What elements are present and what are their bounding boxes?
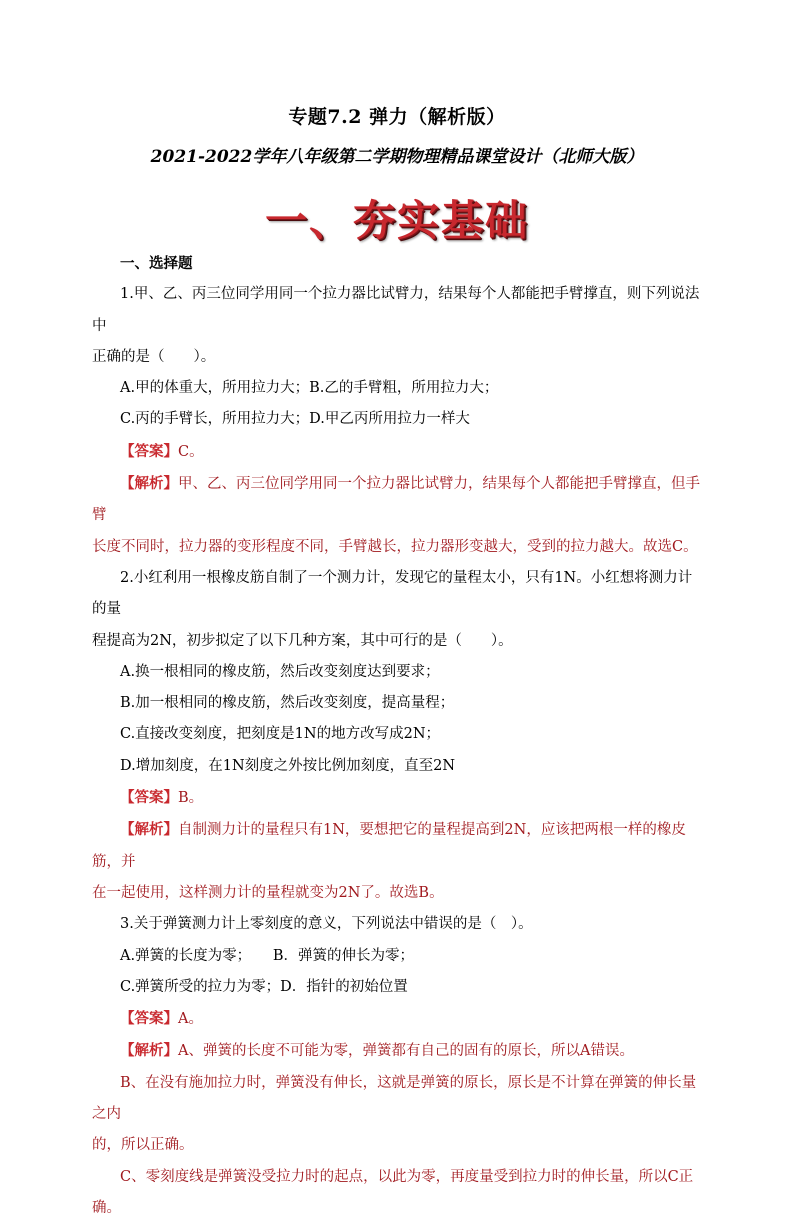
question-1-analysis-line-1 bbox=[92, 468, 704, 532]
question-1-line-1: 1.甲、乙、丙三位同学用同一个拉力器比试臂力，结果每个人都能把手臂撑直，则下列说法中 bbox=[92, 286, 700, 334]
question-3-option-cd: C.弹簧所受的拉力为零；D．指针的初始位置 bbox=[120, 978, 408, 995]
section-banner: 一、夯实基础 bbox=[264, 196, 529, 245]
question-1-answer bbox=[92, 436, 704, 468]
section-heading: 一、选择题 bbox=[120, 255, 193, 272]
question-3-answer bbox=[92, 1003, 704, 1035]
question-2-analysis-line-1 bbox=[92, 814, 704, 878]
question-3-line-1: 3.关于弹簧测力计上零刻度的意义，下列说法中错误的是（ ）。 bbox=[120, 916, 533, 933]
document-subtitle: 2021-2022学年八年级第二学期物理精品课堂设计（北师大版） bbox=[150, 147, 644, 167]
answer-value: B。 bbox=[178, 790, 204, 807]
question-2-option-c: C.直接改变刻度，把刻度是1N的地方改写成2N； bbox=[120, 726, 441, 743]
question-3-analysis-line-1 bbox=[92, 1035, 704, 1067]
question-1-option-cd: C.丙的手臂长，所用拉力大；D.甲乙丙所用拉力一样大 bbox=[120, 411, 470, 428]
question-1-line-2: 正确的是（ ）。 bbox=[92, 348, 216, 365]
question-2-option-d: D.增加刻度，在1N刻度之外按比例加刻度，直至2N bbox=[120, 757, 456, 774]
analysis-tag: 【解析】 bbox=[120, 1042, 178, 1060]
document-title: 专题7.2 弹力（解析版） bbox=[288, 106, 506, 128]
question-2-analysis-line-2: 在一起使用，这样测力计的量程就变为2N了。故选B。 bbox=[92, 884, 444, 901]
answer-value: C。 bbox=[178, 443, 204, 460]
question-3-option-ab: A.弹簧的长度为零； B．弹簧的伸长为零； bbox=[120, 947, 414, 964]
question-1-option-ab: A.甲的体重大，所用拉力大；B.乙的手臂粗，所用拉力大； bbox=[120, 380, 499, 397]
question-3-analysis-c: C、零刻度线是弹簧没受拉力时的起点，以此为零，再度量受到拉力时的伸长量，所以C正确。 bbox=[92, 1168, 694, 1216]
question-3-analysis-b-line-1: B、在没有施加拉力时，弹簧没有伸长，这就是弹簧的原长，原长是不计算在弹簧的伸长量之内 bbox=[92, 1074, 697, 1123]
answer-value: A。 bbox=[178, 1011, 203, 1028]
question-2-option-b: B.加一根相同的橡皮筋，然后改变刻度，提高量程； bbox=[120, 695, 455, 712]
analysis-text: 甲、乙、丙三位同学用同一个拉力器比试臂力，结果每个人都能把手臂撑直，但手臂 bbox=[92, 476, 700, 524]
question-2-answer bbox=[92, 782, 704, 814]
answer-tag: 【答案】 bbox=[120, 1010, 178, 1028]
question-2-line-1: 2.小红利用一根橡皮筋自制了一个测力计，发现它的量程太小，只有1N。小红想将测力计的量 bbox=[92, 569, 693, 618]
analysis-tag: 【解析】 bbox=[120, 821, 178, 839]
document-content bbox=[92, 248, 704, 1224]
question-2-line-2: 程提高为2N，初步拟定了以下几种方案，其中可行的是（ ）。 bbox=[92, 632, 513, 649]
question-3-analysis-b-line-2: 的，所以正确。 bbox=[92, 1137, 194, 1154]
analysis-text: 自制测力计的量程只有1N，要想把它的量程提高到2N，应该把两根一样的橡皮筋，并 bbox=[92, 822, 686, 870]
analysis-tag: 【解析】 bbox=[120, 475, 178, 493]
analysis-text: A、弹簧的长度不可能为零，弹簧都有自己的固有的原长，所以A错误。 bbox=[178, 1043, 634, 1060]
question-2-option-a: A.换一根相同的橡皮筋，然后改变刻度达到要求； bbox=[120, 663, 440, 680]
answer-tag: 【答案】 bbox=[120, 789, 178, 807]
question-1-analysis-line-2: 长度不同时，拉力器的变形程度不同，手臂越长，拉力器形变越大，受到的拉力越大。故选C。 bbox=[92, 538, 698, 555]
answer-tag: 【答案】 bbox=[120, 442, 178, 460]
